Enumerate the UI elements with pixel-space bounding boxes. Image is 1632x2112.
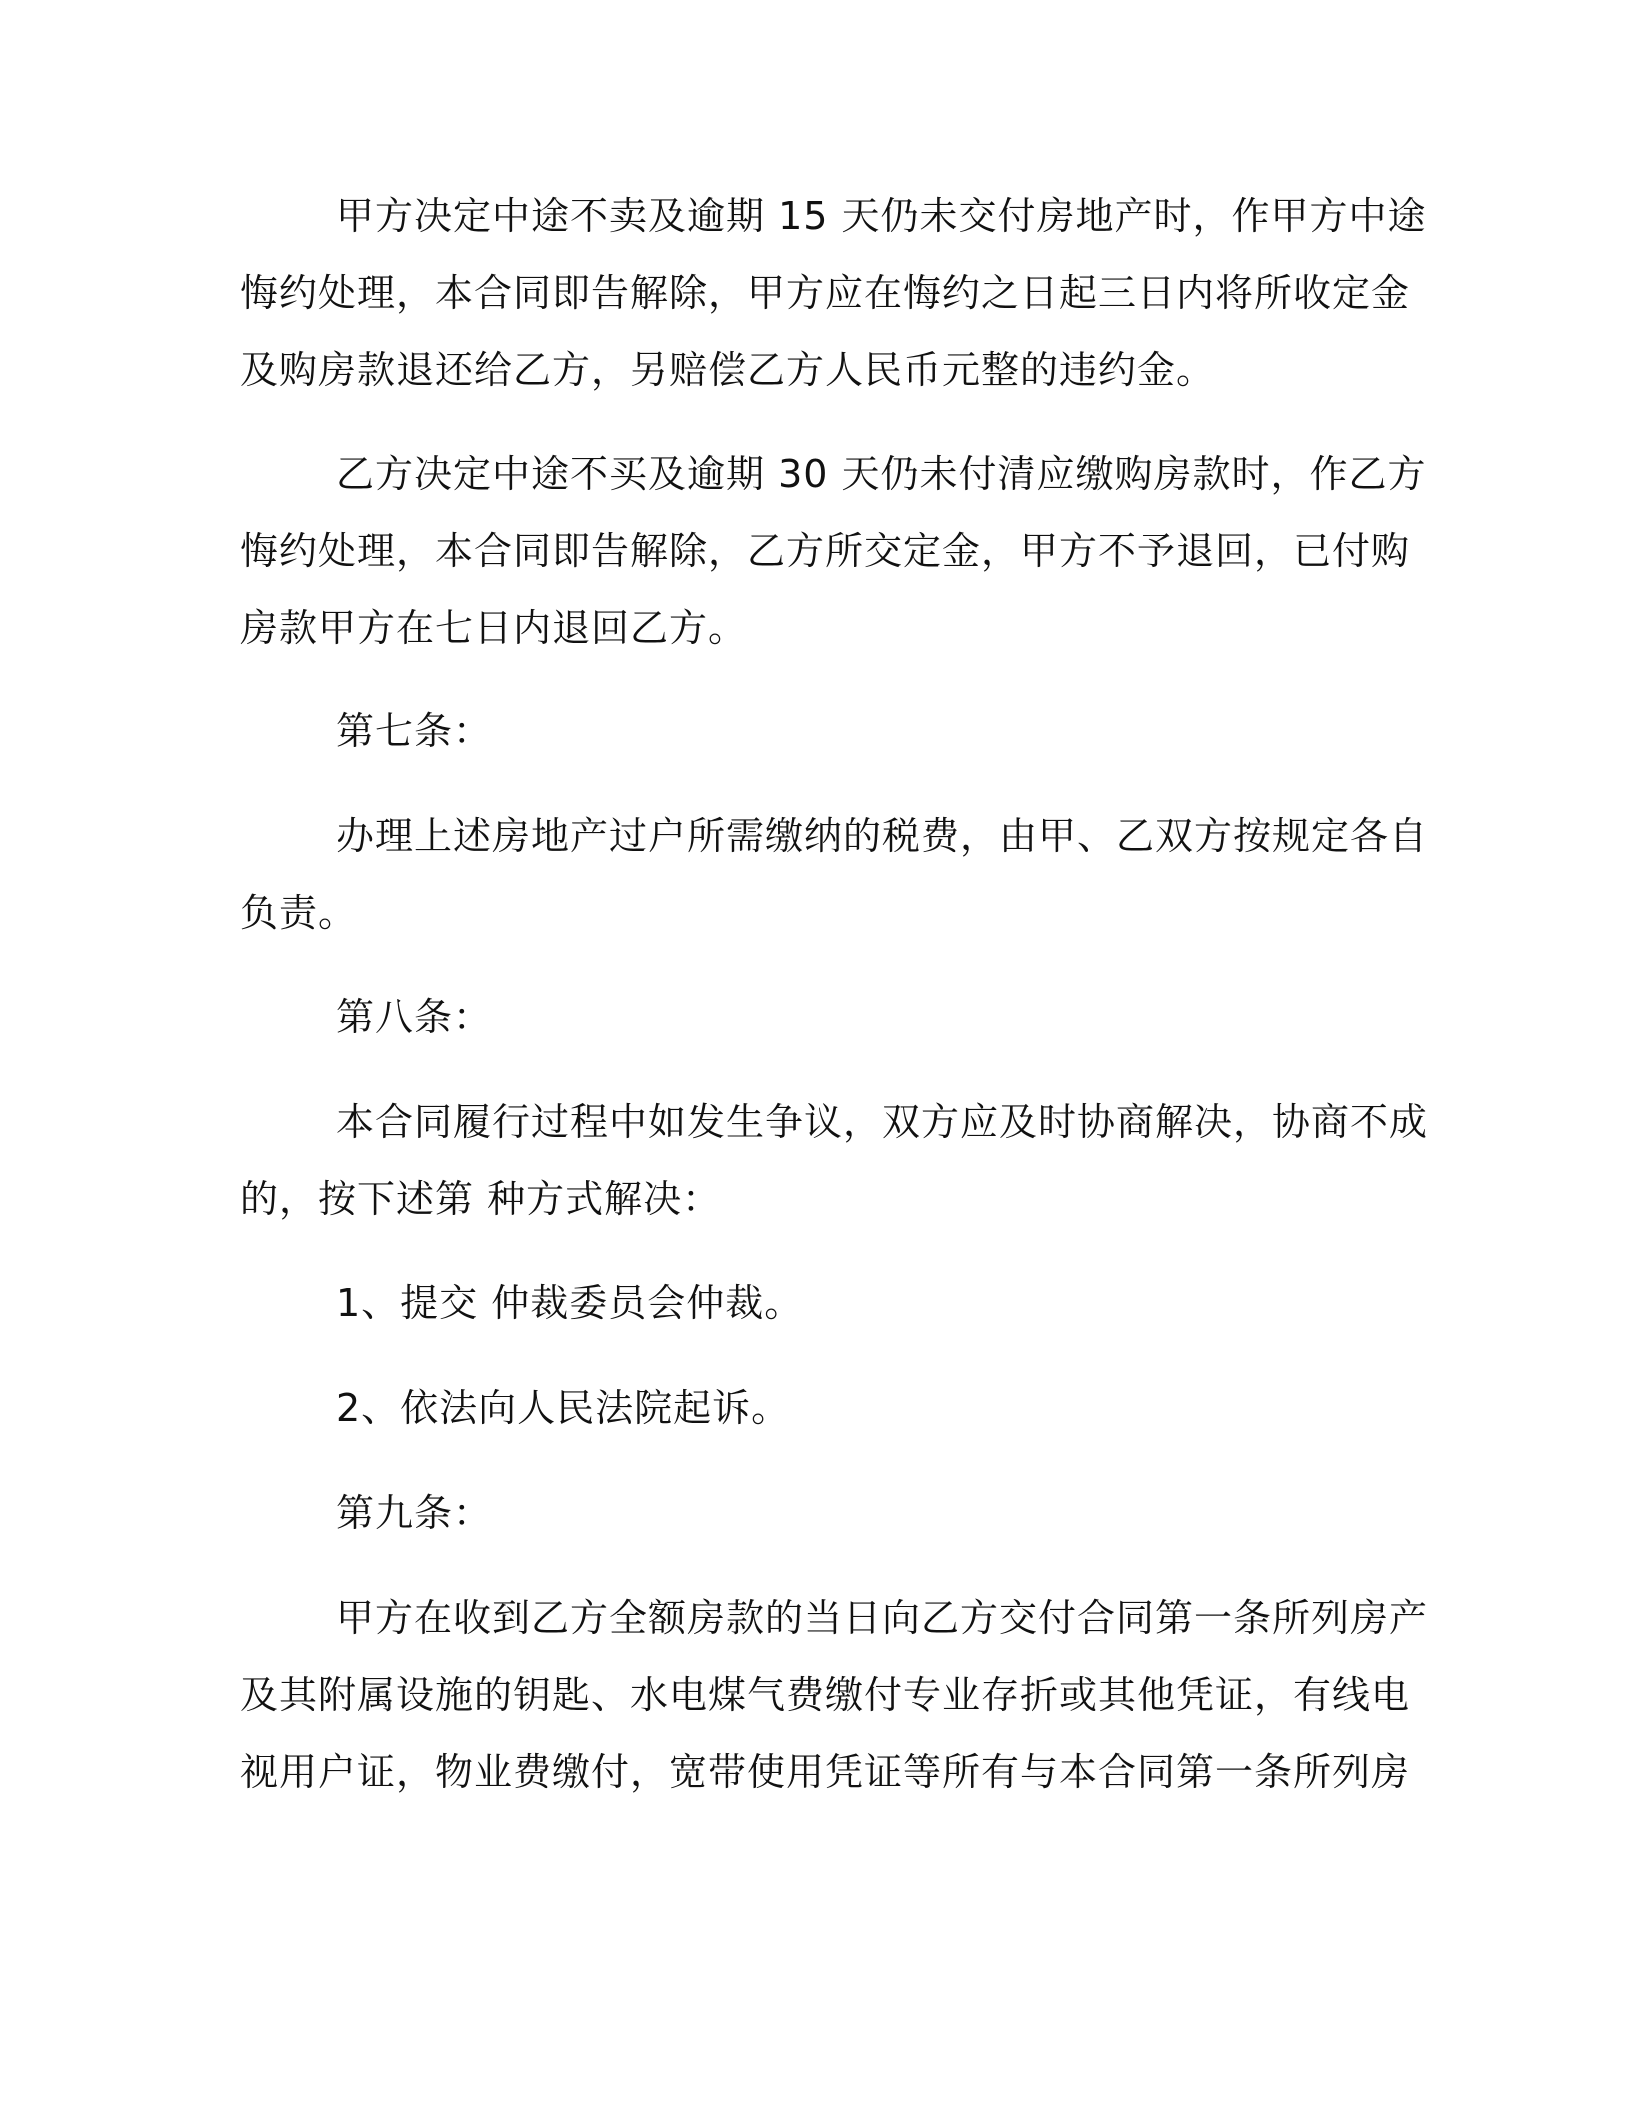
article-heading: 第八条：: [336, 995, 493, 1039]
article-9-heading: [240, 1475, 1380, 1552]
article-heading: 第九条：: [336, 1491, 493, 1535]
paragraph-breach-buyer: [240, 436, 1427, 667]
paragraph-line: 及其附属设施的钥匙、水电煤气费缴付专业存折或其他凭证，有线电: [240, 1673, 1411, 1717]
paragraph-disputes: [240, 1084, 1429, 1238]
paragraph-breach-seller: [240, 178, 1427, 409]
paragraph-taxes: [240, 798, 1429, 952]
dispute-option-2: [240, 1370, 1380, 1447]
paragraph-line: 甲方在收到乙方全额房款的当日向乙方交付合同第一条所列房产: [336, 1596, 1429, 1640]
paragraph-line: 悔约处理，本合同即告解除，甲方应在悔约之日起三日内将所收定金: [240, 271, 1411, 315]
list-item: 1、提交 仲裁委员会仲裁。: [336, 1281, 804, 1325]
paragraph-line: 房款甲方在七日内退回乙方。: [240, 606, 748, 650]
paragraph-line: 甲方决定中途不卖及逾期 15 天仍未交付房地产时，作甲方中途: [336, 194, 1427, 238]
paragraph-line: 办理上述房地产过户所需缴纳的税费，由甲、乙双方按规定各自: [336, 814, 1429, 858]
paragraph-line: 负责。: [240, 891, 358, 935]
paragraph-line: 及购房款退还给乙方，另赔偿乙方人民币元整的违约金。: [240, 348, 1216, 392]
list-item: 2、依法向人民法院起诉。: [336, 1386, 791, 1430]
paragraph-line: 视用户证，物业费缴付，宽带使用凭证等所有与本合同第一条所列房: [240, 1750, 1411, 1794]
article-heading: 第七条：: [336, 709, 493, 753]
article-8-heading: [240, 979, 1380, 1056]
paragraph-line: 乙方决定中途不买及逾期 30 天仍未付清应缴购房款时，作乙方: [336, 452, 1427, 496]
dispute-option-1: [240, 1265, 1380, 1342]
article-7-heading: [240, 693, 1380, 770]
paragraph-line: 的，按下述第 种方式解决：: [240, 1177, 722, 1221]
paragraph-handover: [240, 1580, 1429, 1811]
paragraph-line: 悔约处理，本合同即告解除，乙方所交定金，甲方不予退回，已付购: [240, 529, 1411, 573]
paragraph-line: 本合同履行过程中如发生争议，双方应及时协商解决，协商不成: [336, 1100, 1429, 1144]
